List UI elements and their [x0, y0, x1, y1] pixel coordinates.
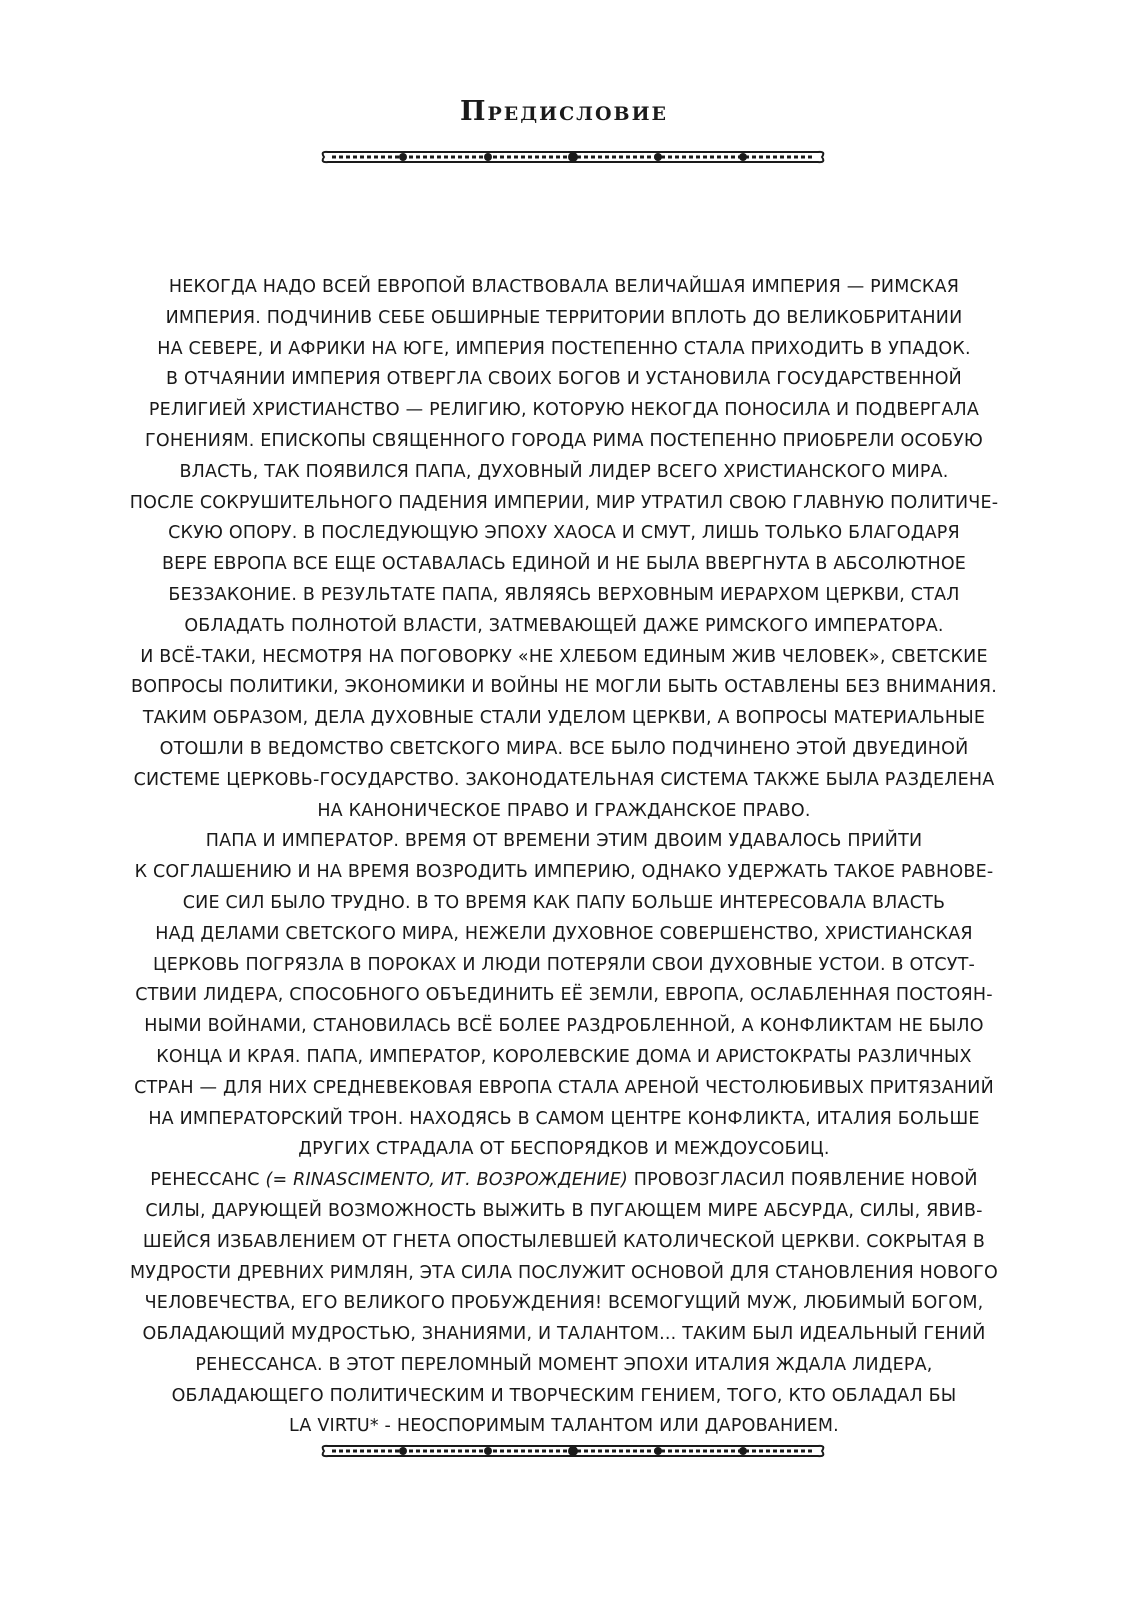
ornament-border-icon [318, 146, 828, 168]
text-line: СКУЮ ОПОРУ. В ПОСЛЕДУЮЩУЮ ЭПОХУ ХАОСА И СМУТ, ЛИШЬ ТОЛЬКО БЛАГОДАРЯ [168, 523, 960, 544]
text-line: ДРУГИХ СТРАДАЛА ОТ БЕСПОРЯДКОВ И МЕЖДОУСОБИЦ. [298, 1139, 830, 1160]
text-line: ПОСЛЕ СОКРУШИТЕЛЬНОГО ПАДЕНИЯ ИМПЕРИИ, МИР УТРАТИЛ СВОЮ ГЛАВНУЮ ПОЛИТИЧЕ- [129, 492, 999, 513]
text-line: ИМПЕРИЯ. ПОДЧИНИВ СЕБЕ ОБШИРНЫЕ ТЕРРИТОРИИ ВПЛОТЬ ДО ВЕЛИКОБРИТАНИИ [165, 307, 963, 328]
text-line: СТРАН — ДЛЯ НИХ СРЕДНЕВЕКОВАЯ ЕВРОПА СТАЛА АРЕНОЙ ЧЕСТОЛЮБИВЫХ ПРИТЯЗАНИЙ [134, 1077, 994, 1098]
text-line: СИСТЕМЕ ЦЕРКОВЬ-ГОСУДАРСТВО. ЗАКОНОДАТЕЛЬНАЯ СИСТЕМА ТАКЖЕ БЫЛА РАЗДЕЛЕНА [133, 769, 995, 790]
text-line: БЕЗЗАКОНИЕ. В РЕЗУЛЬТАТЕ ПАПА, ЯВЛЯЯСЬ ВЕРХОВНЫМ ИЕРАРХОМ ЦЕРКВИ, СТАЛ [168, 584, 960, 605]
ornament-border-icon [318, 1440, 828, 1462]
text-line: НЫМИ ВОЙНАМИ, СТАНОВИЛАСЬ ВСЁ БОЛЕЕ РАЗДРОБЛЕННОЙ, А КОНФЛИКТАМ НЕ БЫЛО [144, 1016, 984, 1037]
text-line: НАД ДЕЛАМИ СВЕТСКОГО МИРА, НЕЖЕЛИ ДУХОВНОЕ СОВЕРШЕНСТВО, ХРИСТИАНСКАЯ [155, 923, 973, 944]
text-line: СИЕ СИЛ БЫЛО ТРУДНО. В ТО ВРЕМЯ КАК ПАПУ БОЛЬШЕ ИНТЕРЕСОВАЛА ВЛАСТЬ [182, 892, 946, 913]
text-line: ШЕЙСЯ ИЗБАВЛЕНИЕМ ОТ ГНЕТА ОПОСТЫЛЕВШЕЙ КАТОЛИЧЕСКОЙ ЦЕРКВИ. СОКРЫТАЯ В [142, 1231, 986, 1252]
text-line: СТВИИ ЛИДЕРА, СПОСОБНОГО ОБЪЕДИНИТЬ ЕЁ ЗЕМЛИ, ЕВРОПА, ОСЛАБЛЕННАЯ ПОСТОЯН- [135, 985, 993, 1006]
text-line: ОТОШЛИ В ВЕДОМСТВО СВЕТСКОГО МИРА. ВСЕ БЫЛО ПОДЧИНЕНО ЭТОЙ ДВУЕДИНОЙ [159, 738, 969, 759]
text-line: К СОГЛАШЕНИЮ И НА ВРЕМЯ ВОЗРОДИТЬ ИМПЕРИЮ, ОДНАКО УДЕРЖАТЬ ТАКОЕ РАВНОВЕ- [134, 862, 994, 883]
text-line: ВОПРОСЫ ПОЛИТИКИ, ЭКОНОМИКИ И ВОЙНЫ НЕ МОГЛИ БЫТЬ ОСТАВЛЕНЫ БЕЗ ВНИМАНИЯ. [130, 677, 998, 698]
text-line: РЕНЕССАНСА. В ЭТОТ ПЕРЕЛОМНЫЙ МОМЕНТ ЭПОХИ ИТАЛИЯ ЖДАЛА ЛИДЕРА, [195, 1354, 933, 1375]
text-line: ЧЕЛОВЕЧЕСТВА, ЕГО ВЕЛИКОГО ПРОБУЖДЕНИЯ! ВСЕМОГУЩИЙ МУЖ, ЛЮБИМЫЙ БОГОМ, [144, 1293, 984, 1314]
text-line: ВЕРЕ ЕВРОПА ВСЕ ЕЩЕ ОСТАВАЛАСЬ ЕДИНОЙ И НЕ БЫЛА ВВЕРГНУТА В АБСОЛЮТНОЕ [161, 554, 967, 575]
text-line: КОНЦА И КРАЯ. ПАПА, ИМПЕРАТОР, КОРОЛЕВСКИЕ ДОМА И АРИСТОКРАТЫ РАЗЛИЧНЫХ [156, 1046, 972, 1067]
text-line: НЕКОГДА НАДО ВСЕЙ ЕВРОПОЙ ВЛАСТВОВАЛА ВЕЛИЧАЙШАЯ ИМПЕРИЯ — РИМСКАЯ [168, 277, 960, 297]
text-line: ОБЛАДАЮЩЕГО ПОЛИТИЧЕСКИМ И ТВОРЧЕСКИМ ГЕНИЕМ, ТОГО, КТО ОБЛАДАЛ БЫ [171, 1385, 957, 1406]
text-line: МУДРОСТИ ДРЕВНИХ РИМЛЯН, ЭТА СИЛА ПОСЛУЖИТ ОСНОВОЙ ДЛЯ СТАНОВЛЕНИЯ НОВОГО [129, 1262, 999, 1283]
text-line: НА ИМПЕРАТОРСКИЙ ТРОН. НАХОДЯСЬ В САМОМ ЦЕНТРЕ КОНФЛИКТА, ИТАЛИЯ БОЛЬШЕ [148, 1108, 980, 1129]
renaissance-italic: (= RINASCIMENTO, ИТ. ВОЗРОЖДЕНИЕ) [265, 1170, 629, 1191]
text-line: ТАКИМ ОБРАЗОМ, ДЕЛА ДУХОВНЫЕ СТАЛИ УДЕЛОМ ЦЕРКВИ, А ВОПРОСЫ МАТЕРИАЛЬНЫЕ [142, 708, 986, 729]
text-line: LA VIRTU* - НЕОСПОРИМЫМ ТАЛАНТОМ ИЛИ ДАРОВАНИЕМ. [289, 1416, 839, 1437]
renaissance-line [60, 1165, 1068, 1196]
text-line: ОБЛАДАТЬ ПОЛНОТОЙ ВЛАСТИ, ЗАТМЕВАЮЩЕЙ ДАЖЕ РИМСКОГО ИМПЕРАТОРА. [184, 615, 944, 636]
text-line: НА СЕВЕРЕ, И АФРИКИ НА ЮГЕ, ИМПЕРИЯ ПОСТЕПЕННО СТАЛА ПРИХОДИТЬ В УПАДОК. [157, 338, 971, 359]
page-title: Предисловие [459, 96, 669, 127]
text-line: В ОТЧАЯНИИ ИМПЕРИЯ ОТВЕРГЛА СВОИХ БОГОВ И УСТАНОВИЛА ГОСУДАРСТВЕННОЙ [166, 369, 962, 390]
text-line: ОБЛАДАЮЩИЙ МУДРОСТЬЮ, ЗНАНИЯМИ, И ТАЛАНТОМ... ТАКИМ БЫЛ ИДЕАЛЬНЫЙ ГЕНИЙ [142, 1324, 986, 1345]
text-line: И ВСЁ-ТАКИ, НЕСМОТРЯ НА ПОГОВОРКУ «НЕ ХЛЕБОМ ЕДИНЫМ ЖИВ ЧЕЛОВЕК», СВЕТСКИЕ [140, 646, 988, 667]
text-line: НА КАНОНИЧЕСКОЕ ПРАВО И ГРАЖДАНСКОЕ ПРАВО. [317, 800, 811, 821]
text-line: СИЛЫ, ДАРУЮЩЕЙ ВОЗМОЖНОСТЬ ВЫЖИТЬ В ПУГАЮЩЕМ МИРЕ АБСУРДА, СИЛЫ, ЯВИВ- [145, 1200, 983, 1221]
text-line: РЕЛИГИЕЙ ХРИСТИАНСТВО — РЕЛИГИЮ, КОТОРУЮ НЕКОГДА ПОНОСИЛА И ПОДВЕРГАЛА [148, 400, 980, 421]
text-line: ПАПА И ИМПЕРАТОР. ВРЕМЯ ОТ ВРЕМЕНИ ЭТИМ ДВОИМ УДАВАЛОСЬ ПРИЙТИ [205, 831, 923, 852]
renaissance-before: РЕНЕССАНС [150, 1170, 266, 1191]
text-line: ВЛАСТЬ, ТАК ПОЯВИЛСЯ ПАПА, ДУХОВНЫЙ ЛИДЕР ВСЕГО ХРИСТИАНСКОГО МИРА. [179, 461, 949, 482]
text-line: ЦЕРКОВЬ ПОГРЯЗЛА В ПОРОКАХ И ЛЮДИ ПОТЕРЯЛИ СВОИ ДУХОВНЫЕ УСТОИ. В ОТСУТ- [152, 954, 976, 975]
preface-text [60, 272, 1068, 1442]
text-line: ГОНЕНИЯМ. ЕПИСКОПЫ СВЯЩЕННОГО ГОРОДА РИМА ПОСТЕПЕННО ПРИОБРЕЛИ ОСОБУЮ [144, 430, 984, 451]
renaissance-after: ПРОВОЗГЛАСИЛ ПОЯВЛЕНИЕ НОВОЙ [628, 1170, 978, 1191]
